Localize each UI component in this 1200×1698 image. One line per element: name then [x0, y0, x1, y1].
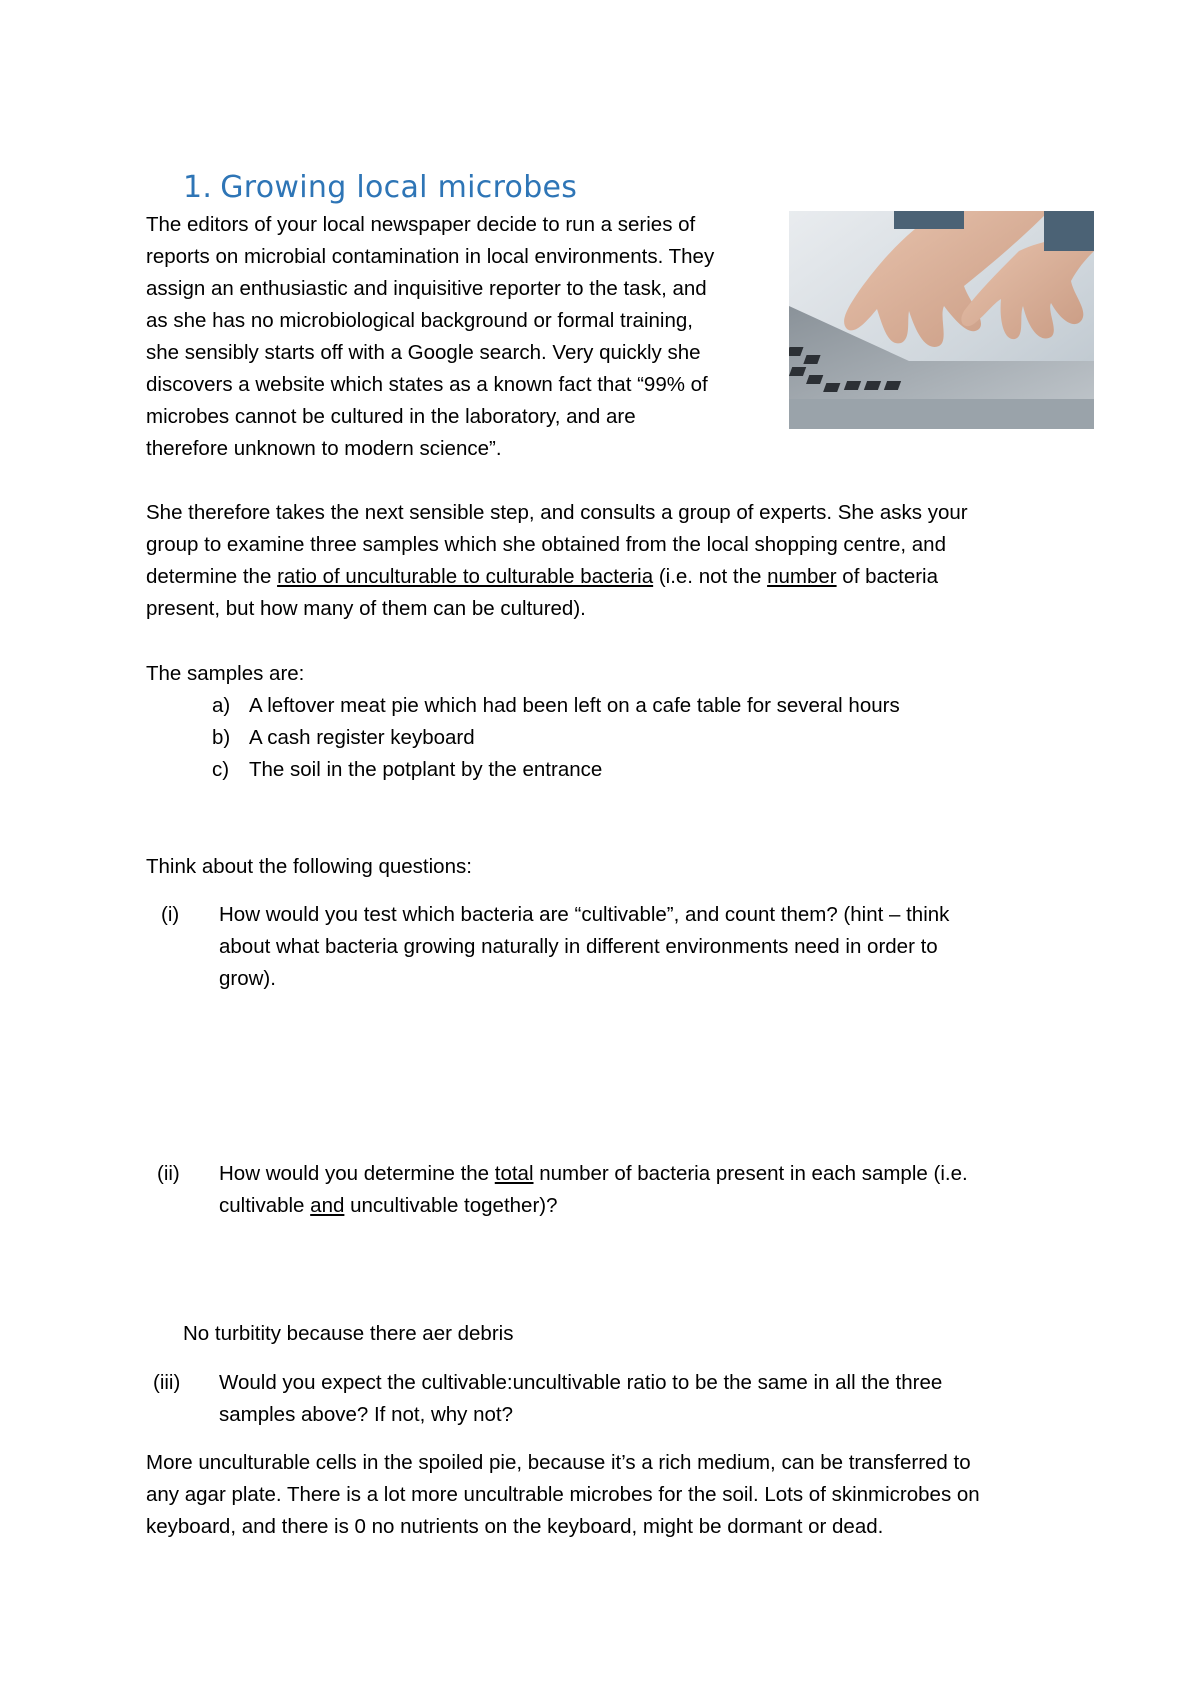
paragraph-line: group to examine three samples which she obtained from the local shopping centre, and [146, 533, 946, 556]
text-run: uncultivable together)? [344, 1194, 558, 1217]
answer-line: More unculturable cells in the spoiled pie, because it’s a rich medium, can be transferred to [146, 1451, 971, 1474]
question-number: (ii) [157, 1162, 180, 1185]
samples-intro-text: The samples are: [146, 662, 305, 685]
paragraph-line [146, 561, 1066, 593]
heading-title: Growing local microbes [220, 170, 578, 205]
list-text: A cash register keyboard [249, 726, 475, 749]
answer-line: any agar plate. There is a lot more uncultrable microbes for the soil. Lots of skinmicrobes on [146, 1483, 980, 1506]
list-text: A leftover meat pie which had been left on a cafe table for several hours [249, 694, 900, 717]
text-run: number of bacteria present in each sample (i.e. [533, 1162, 968, 1185]
intro-line: discovers a website which states as a known fact that “99% of [146, 373, 708, 396]
intro-line: The editors of your local newspaper decide to run a series of [146, 213, 696, 236]
typing-hands-photo [789, 211, 1094, 429]
list-label: a) [212, 694, 231, 717]
intro-line: she sensibly starts off with a Google search. Very quickly she [146, 341, 701, 364]
intro-line: reports on microbial contamination in local environments. They [146, 245, 715, 268]
question-line: How would you test which bacteria are “cultivable”, and count them? (hint – think [219, 903, 950, 926]
question-text [219, 1367, 942, 1431]
answer-line: keyboard, and there is 0 no nutrients on the keyboard, might be dormant or dead. [146, 1515, 884, 1538]
underlined-and: and [310, 1194, 345, 1217]
think-text: Think about the following questions: [146, 855, 472, 878]
answer-3 [146, 1447, 1066, 1543]
text-run: of bacteria [836, 565, 939, 588]
samples-intro [146, 658, 1066, 690]
intro-line: assign an enthusiastic and inquisitive reporter to the task, and [146, 277, 707, 300]
paragraph-line: present, but how many of them can be cultured). [146, 597, 586, 620]
question-text [219, 899, 949, 995]
paragraph-line: She therefore takes the next sensible step, and consults a group of experts. She asks your [146, 501, 968, 524]
question-line: samples above? If not, why not? [219, 1403, 514, 1426]
list-text: The soil in the potplant by the entrance [249, 758, 603, 781]
request-paragraph [146, 497, 1066, 625]
question-number: (i) [161, 903, 180, 926]
question-line [219, 1158, 968, 1190]
intro-line: as she has no microbiological background or formal training, [146, 309, 693, 332]
intro-line: therefore unknown to modern science”. [146, 437, 502, 460]
intro-line: microbes cannot be cultured in the laboratory, and are [146, 405, 636, 428]
underlined-number: number [767, 565, 837, 588]
list-label: b) [212, 726, 231, 749]
answer-2 [183, 1318, 1103, 1350]
question-line: about what bacteria growing naturally in different environments need in order to [219, 935, 938, 958]
text-run: (i.e. not the [653, 565, 768, 588]
text-run: cultivable [219, 1194, 311, 1217]
question-line: Would you expect the cultivable:uncultivable ratio to be the same in all the three [219, 1371, 943, 1394]
text-run: How would you determine the [219, 1162, 495, 1185]
question-line [219, 1190, 968, 1222]
intro-paragraph [146, 209, 766, 465]
section-heading [183, 170, 577, 205]
think-prompt [146, 851, 1066, 883]
list-label: c) [212, 758, 230, 781]
underlined-total: total [494, 1162, 534, 1185]
question-text [219, 1158, 968, 1222]
question-number: (iii) [153, 1371, 181, 1394]
question-line: grow). [219, 967, 276, 990]
answer-text: No turbitity because there aer debris [183, 1322, 514, 1345]
heading-number: 1. [183, 170, 213, 205]
laptop-hands-image [789, 211, 1094, 429]
underlined-ratio: ratio of unculturable to culturable bacteria [277, 565, 654, 588]
text-run: determine the [146, 565, 278, 588]
